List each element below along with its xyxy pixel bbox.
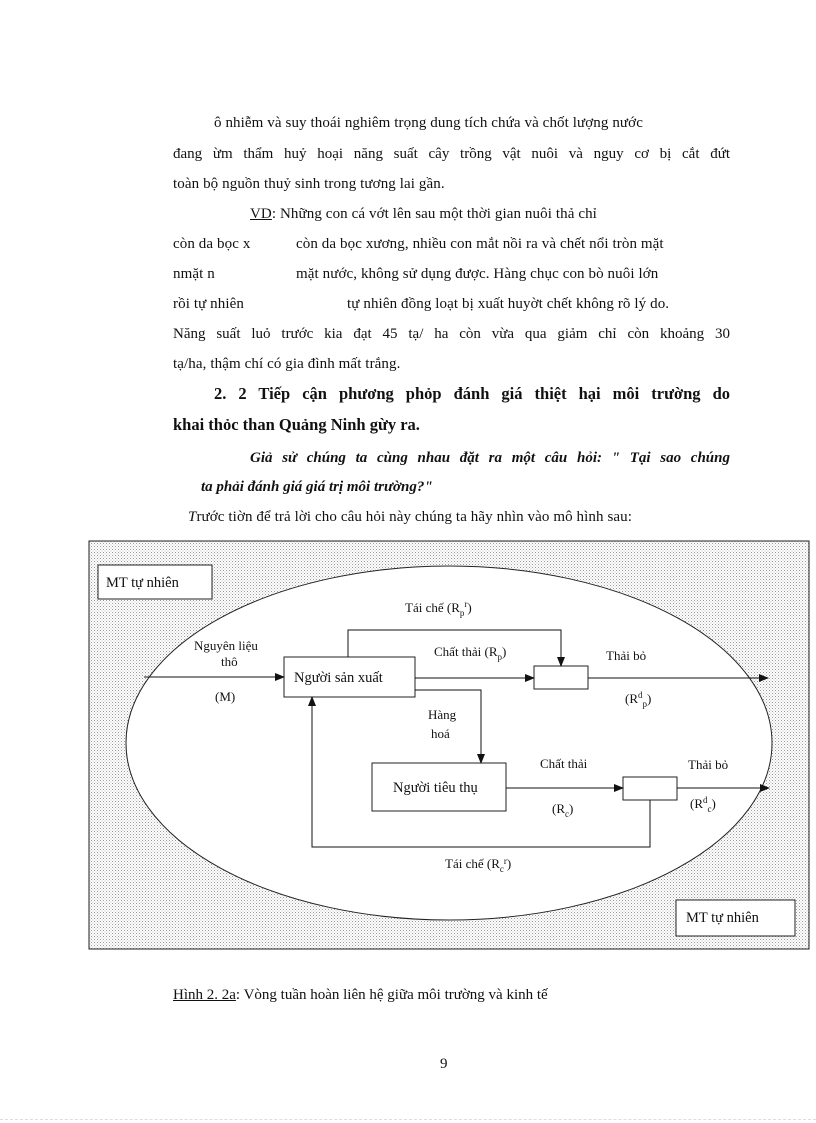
waste-box-consumer [623,777,677,800]
vd-line4a: rồi tự nhiên [173,296,244,312]
goods-label-2: hoá [431,726,450,741]
recycle-c-sup: r [503,856,507,866]
intro-first-letter: T [188,509,197,525]
vd-line2b: còn da bọc xương, nhiều con mắt nồi ra và chết nổi tròn mặt [296,236,664,252]
waste-box-producer [534,666,588,689]
waste-p-sub: p [497,652,503,662]
intro-rest: rước tiờn để trả lời cho câu hỏi này chúng ta hãy nhìn vào mô hình sau: [196,509,633,525]
dispose-p-sup: d [638,690,643,700]
vd-line4b: tự nhiên đồng loạt bị xuất huyờt chết không rõ lý do. [347,296,670,312]
para1-line2: đang ừm thẩm huỷ hoại năng suất cây trồng vật nuôi và nguy cơ bị cắt đứt [173,146,730,162]
env-bottom-label: MT tự nhiên [686,910,759,926]
waste-p-text: Chất thải (R [434,644,498,659]
vd-line3b: mặt nước, không sử dụng được. Hàng chục con bò nuôi lớn [296,266,659,282]
recycle-p-sub: p [459,608,465,618]
caption-label: Hình 2. 2a [173,987,236,1003]
waste-consumer-label: Chất thải [540,756,588,771]
vd-line1 [250,206,597,223]
page-separator [0,1119,816,1120]
env-top-label: MT tự nhiên [106,575,179,591]
dispose-producer-label: Thải bỏ [606,648,647,663]
figure-caption [173,987,548,1004]
vd-line5: Năng suất luỏ trước kia đạt 45 tạ/ ha còn vừa qua giảm chỉ còn khoảng 30 [173,326,730,342]
raw-material-label-1: Nguyên liệu [194,638,258,653]
waste-c-open: (R [552,801,565,816]
dispose-consumer-label: Thải bỏ [688,757,729,772]
caption-text: : Vòng tuần hoàn liên hệ giữa môi trường và kinh tế [235,987,548,1003]
goods-label-1: Hàng [428,707,457,722]
diagram-svg [88,540,810,950]
waste-c-sub: c [565,809,569,819]
dispose-p-close: ) [647,691,652,706]
intro-line [188,509,632,526]
dispose-c-close: ) [711,796,716,811]
raw-material-symbol: (M) [215,689,236,704]
section-heading-line2: khai thỏc than Quảng Ninh gừy ra. [173,415,420,434]
vd-line1-text: : Những con cá vớt lên sau một thời gian nuôi thả chỉ [271,206,597,222]
figure-circular-flow [88,540,810,950]
question-line2: ta phải đánh giá giá trị môi trường?" [201,479,433,495]
question-line1: Giả sử chúng ta cùng nhau đặt ra một câu hỏi: " Tại sao chúng [250,450,730,466]
dispose-c-sup: d [703,795,708,805]
recycle-c-sub: c [499,864,504,874]
recycle-c-close: ) [506,856,512,871]
dispose-p-open: (R [625,691,638,706]
para1-line1: ô nhiễm và suy thoái nghiêm trọng dung tích chứa và chốt lượng nước [214,115,643,131]
waste-c-close: ) [569,801,574,816]
dispose-c-open: (R [690,796,703,811]
para1-line3: toàn bộ nguồn thuỷ sinh trong tương lai gần. [173,176,445,192]
dispose-c-sub: c [707,804,712,814]
waste-p-close: ) [502,644,507,659]
recycle-p-close: ) [467,600,472,615]
recycle-c-text: Tái chế (R [445,856,500,871]
recycle-p-text: Tái chế (R [405,600,460,615]
vd-line2a: còn da bọc x [173,236,251,252]
section-heading-line1: 2. 2 Tiếp cận phương phỏp đánh giá thiệt hại môi trường do [214,384,730,403]
raw-material-label-2: thô [221,654,238,669]
consumer-label: Người tiêu thụ [393,780,478,796]
producer-label: Người sản xuất [294,670,383,686]
vd-line3a: nmặt n [173,266,215,282]
vd-line6: tạ/ha, thậm chí có gia đình mất trắng. [173,356,401,372]
vd-label: VD [250,206,272,222]
page-number: 9 [440,1056,448,1072]
dispose-p-sub: p [642,699,647,709]
recycle-p-sup: r [464,599,468,609]
